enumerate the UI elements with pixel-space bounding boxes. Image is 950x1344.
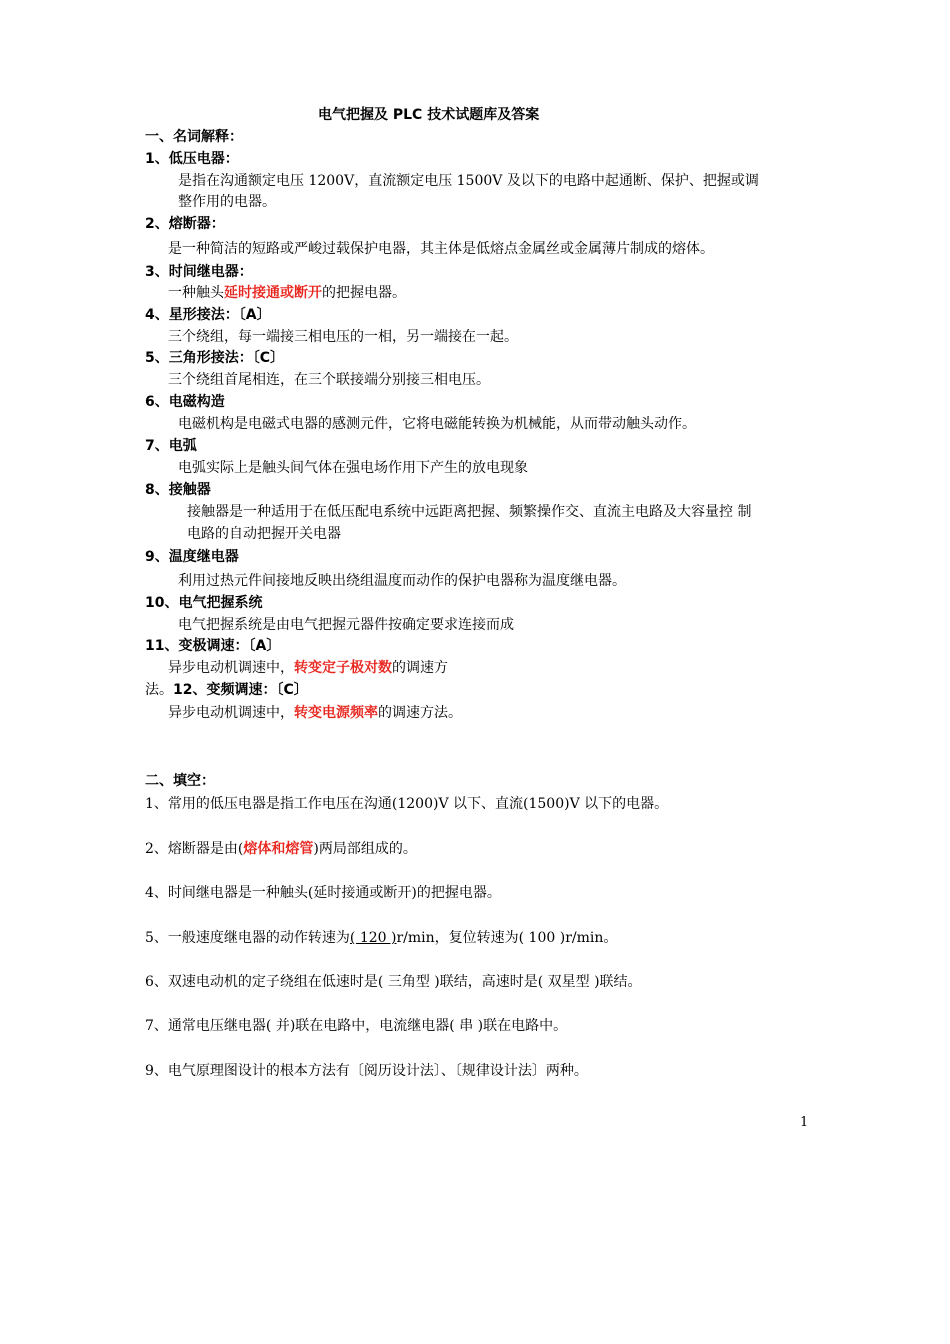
section1-heading: 一、名词解释： — [145, 129, 243, 145]
fill-q2-post: )两局部组成的。 — [313, 841, 417, 857]
document-title: 电气把握及 PLC 技术试题库及答案 — [318, 107, 540, 123]
fill-q7: 7、通常电压继电器( 并)联在电路中，电流继电器( 串 )联在电路中。 — [145, 1018, 568, 1034]
term-12: 12、变频调速：〔C〕 — [173, 682, 308, 698]
term-12-prefix: 法。 — [145, 682, 173, 698]
def-8-line1: 接触器是一种适用于在低压配电系统中远距离把握、频繁操作交、直流主电路及大容量控 制 — [187, 504, 752, 520]
section2-heading: 二、填空： — [145, 773, 215, 789]
def-12-pre: 异步电动机调速中， — [168, 705, 294, 721]
fill-q2 — [145, 839, 417, 859]
term-4: 4、星形接法：〔A〕 — [145, 307, 271, 323]
def-11-highlight: 转变定子极对数 — [294, 660, 392, 676]
def-4: 三个绕组，每一端接三相电压的一相，另一端接在一起。 — [168, 329, 518, 345]
fill-q6: 6、双速电动机的定子绕组在低速时是( 三角型 )联结，高速时是( 双星型 )联结。 — [145, 974, 642, 990]
term-6: 6、电磁构造 — [145, 394, 225, 410]
fill-q5-pre: 5、一般速度继电器的动作转速为 — [145, 930, 350, 946]
def-10: 电气把握系统是由电气把握元器件按确定要求连接而成 — [178, 617, 514, 633]
term-7: 7、电弧 — [145, 438, 197, 454]
def-11-post: 的调速方 — [392, 660, 448, 676]
term-9: 9、温度继电器 — [145, 549, 239, 565]
def-2: 是一种简洁的短路或严峻过载保护电器，其主体是低熔点金属丝或金属薄片制成的熔体。 — [168, 241, 714, 257]
term-12-line — [145, 680, 308, 700]
def-9: 利用过热元件间接地反映出绕组温度而动作的保护电器称为温度继电器。 — [178, 573, 626, 589]
def-5: 三个绕组首尾相连，在三个联接端分别接三相电压。 — [168, 372, 490, 388]
def-8-line2: 电路的自动把握开关电器 — [187, 526, 341, 542]
def-1-line2: 整作用的电器。 — [178, 194, 276, 210]
def-6: 电磁机构是电磁式电器的感测元件，它将电磁能转换为机械能，从而带动触头动作。 — [178, 416, 696, 432]
fill-q1: 1、常用的低压电器是指工作电压在沟通(1200)V 以下、直流(1500)V 以下的电器。 — [145, 796, 669, 812]
def-12-post: 的调速方法。 — [378, 705, 462, 721]
fill-q5-answer: ( 120 ) — [349, 930, 397, 946]
def-3-highlight: 延时接通或断开 — [224, 285, 322, 301]
fill-q5-post: r/min，复位转速为( 100 )r/min。 — [396, 930, 618, 946]
term-11: 11、变极调速：〔A〕 — [145, 638, 281, 654]
def-3-post: 的把握电器。 — [322, 285, 406, 301]
def-12 — [168, 703, 462, 723]
fill-q9: 9、电气原理图设计的根本方法有〔阅历设计法〕、〔规律设计法〕两种。 — [145, 1063, 588, 1079]
fill-q4: 4、时间继电器是一种触头(延时接通或断开)的把握电器。 — [145, 885, 501, 901]
fill-q5 — [145, 928, 617, 948]
def-3-pre: 一种触头 — [168, 285, 224, 301]
def-11 — [168, 658, 448, 678]
def-11-pre: 异步电动机调速中， — [168, 660, 294, 676]
term-5: 5、三角形接法：〔C〕 — [145, 350, 285, 366]
def-7: 电弧实际上是触头间气体在强电场作用下产生的放电现象 — [178, 460, 528, 476]
term-10: 10、电气把握系统 — [145, 595, 263, 611]
def-3 — [168, 283, 406, 303]
fill-q2-answer: 熔体和熔管 — [243, 841, 314, 857]
term-8: 8、接触器 — [145, 482, 211, 498]
term-2: 2、熔断器： — [145, 216, 225, 232]
page-number: 1 — [800, 1115, 809, 1130]
term-1: 1、低压电器： — [145, 151, 239, 167]
term-3: 3、时间继电器： — [145, 264, 253, 280]
fill-q2-pre: 2、熔断器是由( — [145, 841, 244, 857]
def-12-highlight: 转变电源频率 — [294, 705, 378, 721]
def-1-line1: 是指在沟通额定电压 1200V，直流额定电压 1500V 及以下的电路中起通断、保护、把握或调 — [178, 173, 759, 189]
